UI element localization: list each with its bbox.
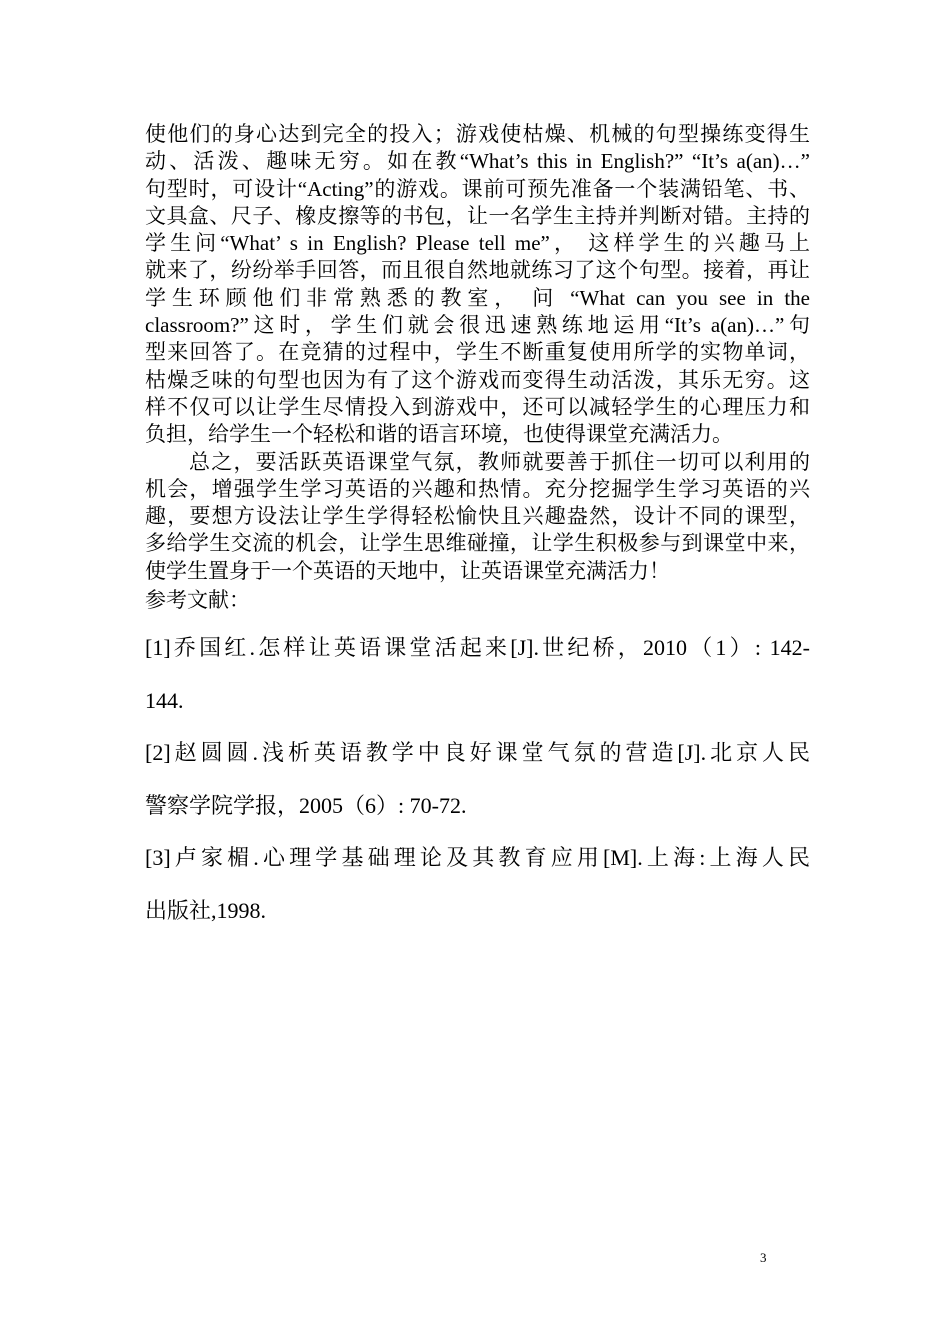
reference-line: [3]卢家楣.心理学基础理论及其教育应用[M].上海:上海人民 <box>145 845 810 870</box>
body-line: 枯燥乏味的句型也因为有了这个游戏而变得生动活泼，其乐无穷。这 <box>145 367 810 392</box>
body-line: 趣，要想方设法让学生学得轻松愉快且兴趣盎然，设计不同的课型， <box>145 504 810 529</box>
body-line: 句型时，可设计“Acting”的游戏。课前可预先准备一个装满铅笔、书、 <box>145 176 810 201</box>
body-line: 使学生置身于一个英语的天地中，让英语课堂充满活力！ <box>145 558 670 583</box>
references-heading: 参考文献： <box>145 588 250 612</box>
reference-line: 144. <box>145 687 184 713</box>
body-line: 文具盒、尺子、橡皮擦等的书包，让一名学生主持并判断对错。主持的 <box>145 203 810 228</box>
body-line: 学生环顾他们非常熟悉的教室， 问 “What can you see in the <box>145 285 810 310</box>
body-line: 多给学生交流的机会，让学生思维碰撞，让学生积极参与到课堂中来， <box>145 531 810 556</box>
body-paragraphs <box>145 121 810 585</box>
page-number: 3 <box>760 1250 767 1265</box>
body-line: 机会，增强学生学习英语的兴趣和热情。充分挖掘学生学习英语的兴 <box>145 476 810 501</box>
body-line: 样不仅可以让学生尽情投入到游戏中，还可以减轻学生的心理压力和 <box>145 394 810 419</box>
reference-line: 出版社,1998. <box>145 897 267 923</box>
body-line: 总之，要活跃英语课堂气氛，教师就要善于抓住一切可以利用的 <box>189 449 810 474</box>
body-line: 负担，给学生一个轻松和谐的语言环境，也使得课堂充满活力。 <box>145 422 733 447</box>
reference-line: 警察学院学报，2005（6）: 70-72. <box>145 792 467 818</box>
reference-line: [2]赵圆圆.浅析英语教学中良好课堂气氛的营造[J].北京人民 <box>145 740 810 765</box>
body-line: 学生问“What’ s in English? Please tell me”， 这样学生的兴趣马上 <box>145 231 810 256</box>
body-line: 动、活泼、趣味无穷。如在教“What’s this in English?” “It’s a(an)…” <box>145 149 810 174</box>
references-list <box>145 628 810 943</box>
body-line: 型来回答了。在竞猜的过程中，学生不断重复使用所学的实物单词， <box>145 340 810 365</box>
body-line: 就来了，纷纷举手回答，而且很自然地就练习了这个句型。接着，再让 <box>145 258 810 283</box>
reference-line: [1]乔国红.怎样让英语课堂活起来[J].世纪桥，2010（1）: 142- <box>145 635 810 660</box>
body-line: 使他们的身心达到完全的投入；游戏使枯燥、机械的句型操练变得生 <box>145 122 810 146</box>
body-line: classroom?”这时，学生们就会很迅速熟练地运用“It’s a(an)…”句 <box>145 313 810 338</box>
